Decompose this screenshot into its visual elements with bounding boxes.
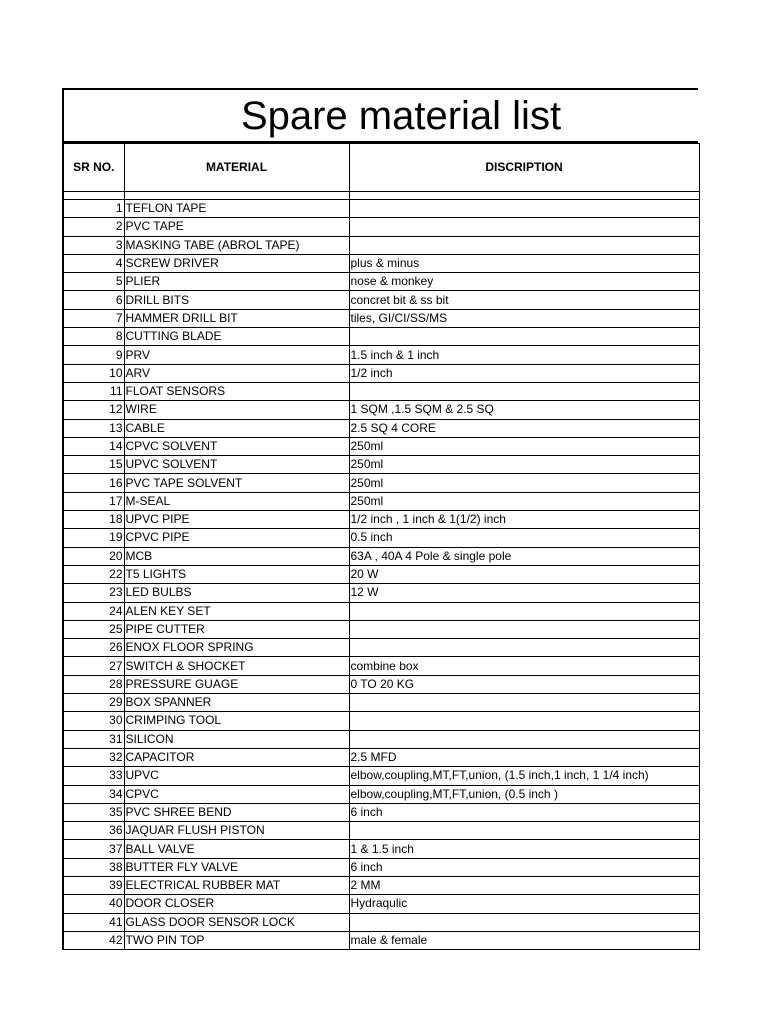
material-cell[interactable]: TEFLON TAPE — [124, 200, 349, 218]
description-cell[interactable] — [349, 639, 699, 657]
page-title: Spare material list — [240, 93, 562, 138]
description-cell[interactable] — [349, 328, 699, 346]
table-row — [63, 547, 699, 565]
description-cell[interactable] — [349, 236, 699, 254]
description-cell[interactable]: Hydraqulic — [349, 895, 699, 913]
sr-cell[interactable]: 35 — [63, 803, 124, 821]
sr-cell[interactable]: 14 — [63, 437, 124, 455]
material-cell[interactable]: CUTTING BLADE — [124, 328, 349, 346]
material-cell[interactable]: CPVC SOLVENT — [124, 437, 349, 455]
table-row — [63, 620, 699, 638]
table-row — [63, 767, 699, 785]
table-row — [63, 730, 699, 748]
sr-cell[interactable]: 7 — [63, 309, 124, 327]
material-cell[interactable]: TWO PIN TOP — [124, 931, 349, 949]
sr-cell[interactable]: 34 — [63, 785, 124, 803]
material-cell[interactable]: PVC TAPE — [124, 218, 349, 236]
sr-cell[interactable]: 32 — [63, 748, 124, 766]
material-cell[interactable]: PIPE CUTTER — [124, 620, 349, 638]
description-cell[interactable] — [349, 913, 699, 931]
material-cell[interactable]: BALL VALVE — [124, 840, 349, 858]
material-cell[interactable]: SILICON — [124, 730, 349, 748]
sr-cell[interactable]: 39 — [63, 876, 124, 894]
material-cell[interactable]: ARV — [124, 364, 349, 382]
table-row — [63, 675, 699, 693]
sr-cell[interactable]: 4 — [63, 254, 124, 272]
table-row — [63, 931, 699, 949]
sr-cell[interactable]: 16 — [63, 474, 124, 492]
table-row — [63, 584, 699, 602]
table-row — [63, 346, 699, 364]
description-cell[interactable]: 0 TO 20 KG — [349, 675, 699, 693]
sr-cell[interactable]: 8 — [63, 328, 124, 346]
table-row — [63, 529, 699, 547]
table-row — [63, 511, 699, 529]
material-cell[interactable]: MASKING TABE (ABROL TAPE) — [124, 236, 349, 254]
sr-cell[interactable]: 25 — [63, 620, 124, 638]
material-cell[interactable]: CPVC PIPE — [124, 529, 349, 547]
table-row — [63, 785, 699, 803]
sr-cell[interactable]: 5 — [63, 273, 124, 291]
table-row — [63, 401, 699, 419]
table-row — [63, 328, 699, 346]
sr-cell[interactable]: 9 — [63, 346, 124, 364]
description-cell[interactable]: male & female — [349, 931, 699, 949]
material-cell[interactable]: DOOR CLOSER — [124, 895, 349, 913]
sr-cell[interactable]: 13 — [63, 419, 124, 437]
description-cell[interactable]: elbow,coupling,MT,FT,union, (0.5 inch ) — [349, 785, 699, 803]
table-row — [63, 657, 699, 675]
sr-cell[interactable]: 37 — [63, 840, 124, 858]
description-cell[interactable]: 250ml — [349, 437, 699, 455]
material-cell[interactable]: PVC SHREE BEND — [124, 803, 349, 821]
material-cell[interactable]: MCB — [124, 547, 349, 565]
material-cell[interactable]: SCREW DRIVER — [124, 254, 349, 272]
sr-cell[interactable]: 42 — [63, 931, 124, 949]
material-cell[interactable]: GLASS DOOR SENSOR LOCK — [124, 913, 349, 931]
table-row — [63, 748, 699, 766]
table-row — [63, 876, 699, 894]
material-cell[interactable]: DRILL BITS — [124, 291, 349, 309]
table-row — [63, 565, 699, 583]
table-row — [63, 803, 699, 821]
table-row — [63, 639, 699, 657]
material-cell[interactable]: SWITCH & SHOCKET — [124, 657, 349, 675]
sr-cell[interactable]: 36 — [63, 822, 124, 840]
sr-cell[interactable]: 15 — [63, 456, 124, 474]
material-cell[interactable]: PRESSURE GUAGE — [124, 675, 349, 693]
description-cell[interactable] — [349, 602, 699, 620]
description-cell[interactable]: nose & monkey — [349, 273, 699, 291]
material-cell[interactable]: BOX SPANNER — [124, 694, 349, 712]
column-header-material[interactable]: MATERIAL — [124, 144, 349, 192]
description-cell[interactable] — [349, 694, 699, 712]
sr-cell[interactable]: 40 — [63, 895, 124, 913]
description-cell[interactable]: 1/2 inch , 1 inch & 1(1/2) inch — [349, 511, 699, 529]
description-cell[interactable]: plus & minus — [349, 254, 699, 272]
sr-cell[interactable]: 27 — [63, 657, 124, 675]
spacer-cell[interactable] — [63, 192, 124, 200]
description-cell[interactable]: 250ml — [349, 456, 699, 474]
sr-cell[interactable]: 20 — [63, 547, 124, 565]
description-cell[interactable]: 2 MM — [349, 876, 699, 894]
column-header-description[interactable]: DISCRIPTION — [349, 144, 699, 192]
description-cell[interactable]: 6 inch — [349, 858, 699, 876]
table-row — [63, 236, 699, 254]
table-row — [63, 492, 699, 510]
table-row — [63, 456, 699, 474]
material-cell[interactable]: BUTTER FLY VALVE — [124, 858, 349, 876]
sr-cell[interactable]: 2 — [63, 218, 124, 236]
table-row — [63, 474, 699, 492]
description-cell[interactable]: 12 W — [349, 584, 699, 602]
sr-cell[interactable]: 41 — [63, 913, 124, 931]
material-cell[interactable]: CABLE — [124, 419, 349, 437]
column-header-sr-no[interactable]: SR NO. — [63, 144, 124, 192]
description-cell[interactable] — [349, 620, 699, 638]
sr-cell[interactable]: 23 — [63, 584, 124, 602]
sr-cell[interactable]: 3 — [63, 236, 124, 254]
table-row — [63, 437, 699, 455]
material-cell[interactable]: UPVC SOLVENT — [124, 456, 349, 474]
material-cell[interactable]: LED BULBS — [124, 584, 349, 602]
material-cell[interactable]: CRIMPING TOOL — [124, 712, 349, 730]
spacer-cell[interactable] — [349, 192, 699, 200]
description-cell[interactable]: 1 & 1.5 inch — [349, 840, 699, 858]
table-row — [63, 913, 699, 931]
description-cell[interactable]: 250ml — [349, 492, 699, 510]
table-row — [63, 364, 699, 382]
table-row — [63, 858, 699, 876]
description-cell[interactable] — [349, 822, 699, 840]
material-cell[interactable]: UPVC PIPE — [124, 511, 349, 529]
table-row — [63, 419, 699, 437]
title-cell[interactable] — [62, 88, 698, 143]
description-cell[interactable]: elbow,coupling,MT,FT,union, (1.5 inch,1 inch, 1 1/4 inch) — [349, 767, 699, 785]
table-row — [63, 273, 699, 291]
sr-cell[interactable]: 29 — [63, 694, 124, 712]
sr-cell[interactable]: 33 — [63, 767, 124, 785]
sr-cell[interactable]: 10 — [63, 364, 124, 382]
material-cell[interactable]: M-SEAL — [124, 492, 349, 510]
description-cell[interactable]: 1 SQM ,1.5 SQM & 2.5 SQ — [349, 401, 699, 419]
spreadsheet — [62, 88, 698, 950]
description-cell[interactable]: tiles, GI/CI/SS/MS — [349, 309, 699, 327]
description-cell[interactable]: 2.5 MFD — [349, 748, 699, 766]
sr-cell[interactable]: 1 — [63, 200, 124, 218]
table-row — [63, 822, 699, 840]
spacer-cell[interactable] — [124, 192, 349, 200]
description-cell[interactable] — [349, 200, 699, 218]
table-row — [63, 254, 699, 272]
material-cell[interactable]: FLOAT SENSORS — [124, 382, 349, 400]
description-cell[interactable]: 2.5 SQ 4 CORE — [349, 419, 699, 437]
sr-cell[interactable]: 28 — [63, 675, 124, 693]
table-body — [63, 192, 699, 950]
description-cell[interactable]: 63A , 40A 4 Pole & single pole — [349, 547, 699, 565]
sr-cell[interactable]: 11 — [63, 382, 124, 400]
sr-cell[interactable]: 38 — [63, 858, 124, 876]
table-row — [63, 200, 699, 218]
description-cell[interactable] — [349, 382, 699, 400]
description-cell[interactable]: 1/2 inch — [349, 364, 699, 382]
material-cell[interactable]: ELECTRICAL RUBBER MAT — [124, 876, 349, 894]
material-cell[interactable]: UPVC — [124, 767, 349, 785]
material-cell[interactable]: ALEN KEY SET — [124, 602, 349, 620]
description-cell[interactable]: concret bit & ss bit — [349, 291, 699, 309]
sr-cell[interactable]: 30 — [63, 712, 124, 730]
material-cell[interactable]: PVC TAPE SOLVENT — [124, 474, 349, 492]
spacer-row — [63, 192, 699, 200]
material-table — [62, 143, 700, 950]
description-cell[interactable]: 6 inch — [349, 803, 699, 821]
material-cell[interactable]: JAQUAR FLUSH PISTON — [124, 822, 349, 840]
sr-cell[interactable]: 17 — [63, 492, 124, 510]
material-cell[interactable]: CPVC — [124, 785, 349, 803]
sr-cell[interactable]: 22 — [63, 565, 124, 583]
table-row — [63, 694, 699, 712]
description-cell[interactable]: 250ml — [349, 474, 699, 492]
sr-cell[interactable]: 12 — [63, 401, 124, 419]
table-row — [63, 218, 699, 236]
table-row — [63, 712, 699, 730]
description-cell[interactable] — [349, 218, 699, 236]
description-cell[interactable]: 20 W — [349, 565, 699, 583]
sr-cell[interactable]: 18 — [63, 511, 124, 529]
material-cell[interactable]: PRV — [124, 346, 349, 364]
material-cell[interactable]: CAPACITOR — [124, 748, 349, 766]
material-cell[interactable]: WIRE — [124, 401, 349, 419]
sr-cell[interactable]: 26 — [63, 639, 124, 657]
sr-cell[interactable]: 6 — [63, 291, 124, 309]
sr-cell[interactable]: 24 — [63, 602, 124, 620]
description-cell[interactable]: 0.5 inch — [349, 529, 699, 547]
material-cell[interactable]: ENOX FLOOR SPRING — [124, 639, 349, 657]
description-cell[interactable]: 1.5 inch & 1 inch — [349, 346, 699, 364]
sr-cell[interactable]: 31 — [63, 730, 124, 748]
table-row — [63, 602, 699, 620]
table-row — [63, 382, 699, 400]
table-row — [63, 895, 699, 913]
description-cell[interactable] — [349, 730, 699, 748]
table-row — [63, 840, 699, 858]
header-row — [63, 144, 699, 192]
description-cell[interactable]: combine box — [349, 657, 699, 675]
table-row — [63, 291, 699, 309]
sr-cell[interactable]: 19 — [63, 529, 124, 547]
material-cell[interactable]: T5 LIGHTS — [124, 565, 349, 583]
description-cell[interactable] — [349, 712, 699, 730]
material-cell[interactable]: PLIER — [124, 273, 349, 291]
material-cell[interactable]: HAMMER DRILL BIT — [124, 309, 349, 327]
table-row — [63, 309, 699, 327]
